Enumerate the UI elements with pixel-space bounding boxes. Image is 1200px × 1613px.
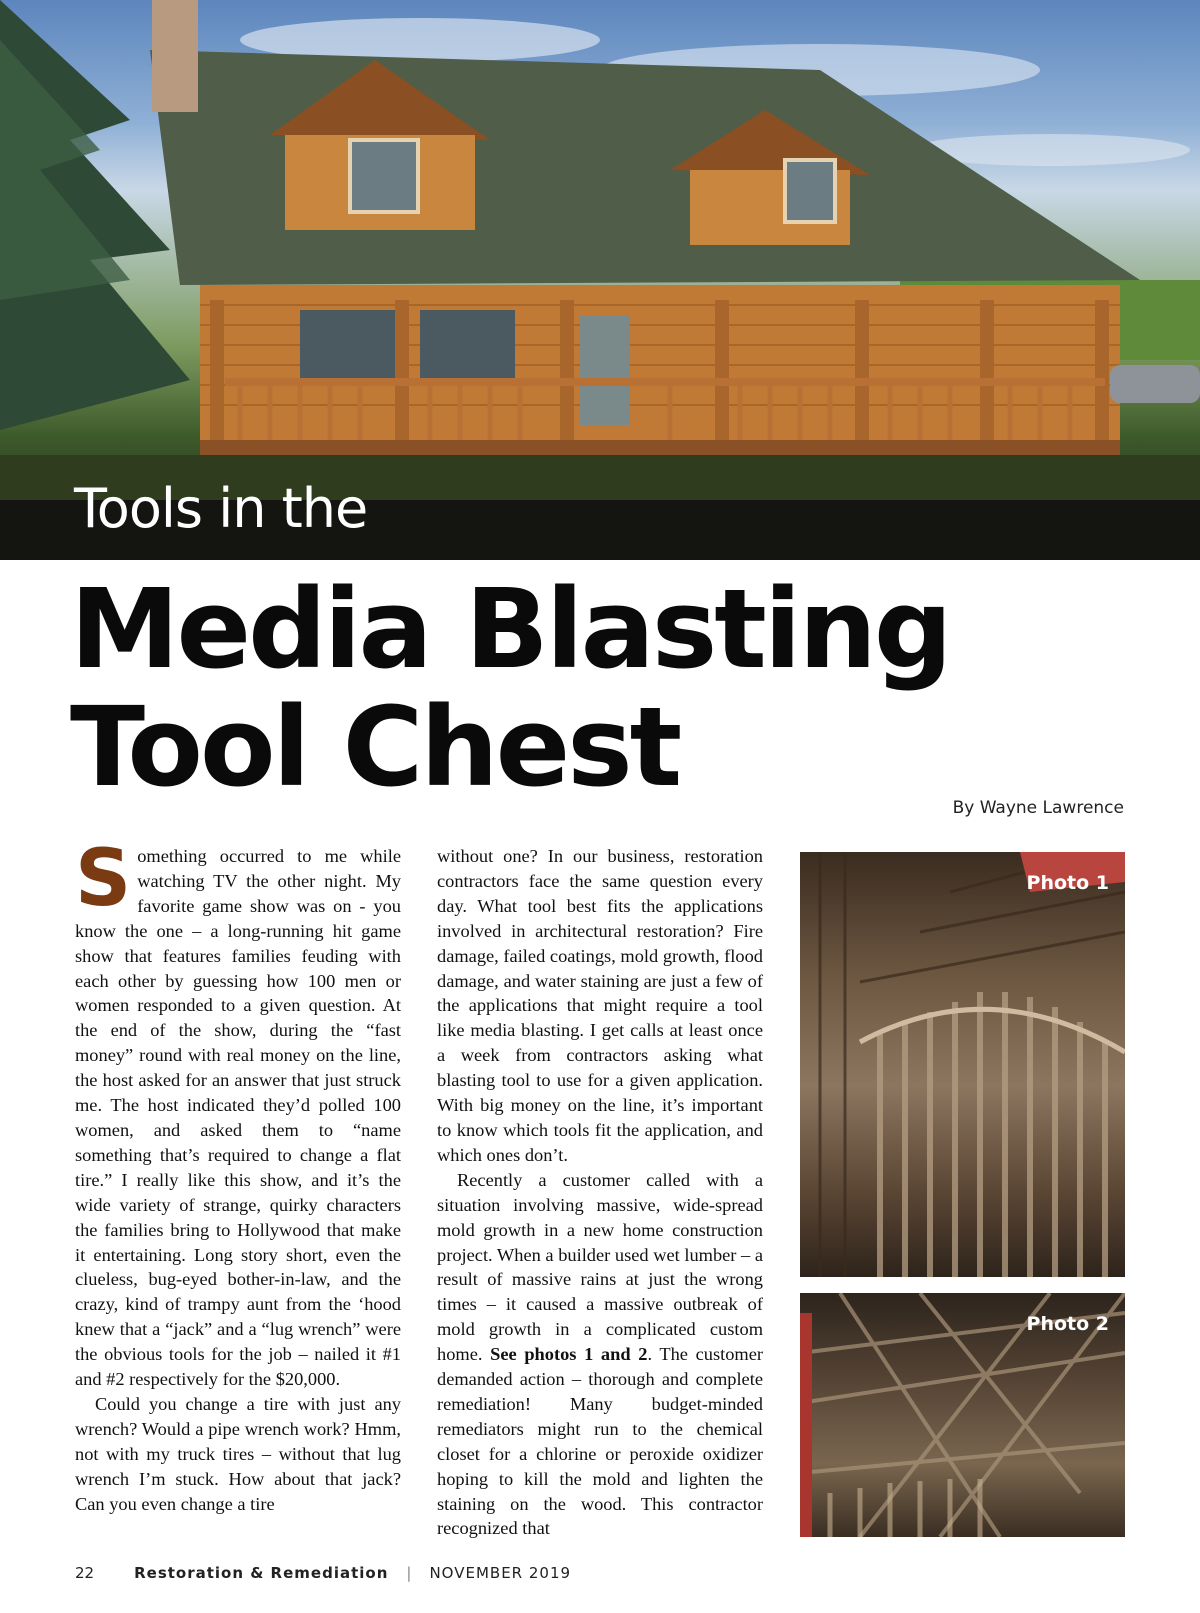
article-column-1 [75,834,401,1516]
publication-name: Restoration & Remediation [134,1564,389,1582]
photo-2-label: Photo 2 [1026,1313,1109,1335]
wall-framing-illustration [800,852,1125,1277]
photo-reference: See photos 1 and 2 [490,1344,648,1365]
photo-2 [800,1293,1125,1537]
title-line-2: Tool Chest [70,683,680,811]
title-line-1: Media Blasting [70,565,950,693]
paragraph: without one? In our business, restoration contractors face the same question every day. What tool best fits the applications involved in architectural restoration? Fire damage, failed coatings, mold growth, flood damage, and water staining are just a few of the applications that might require a tool like media blasting. I get calls at least once a week from contractors asking what blasting tool to use for a given application. With big money on the line, it’s important to know which tools fit the application, and which ones don’t. [437,846,763,1165]
page-number: 22 [75,1564,95,1582]
log-cabin-illustration [0,0,1200,560]
headline-kicker: Tools in the [74,477,368,540]
paragraph [437,1168,763,1542]
article-column-2 [437,844,763,1541]
paragraph-text: . The customer demanded action – thorough and complete remediation! Many budget-minded remediators might run to the chemical closet for a chlorine or peroxide oxidizer hoping to kill the mold and lighten the staining on the wood. This contractor recognized that [437,1344,763,1539]
paragraph-text: omething occurred to me while watching TV the other night. My favorite game show was on - you know the one – a long-running hit game show that features families feuding with each other by guessing how 100 men or women responded to a given question. At the end of the show, during the “fast money” round with real money on the line, the host asked for an answer that just struck me. The host indicated they’d polled 100 women, and asked them to “name something that’s required to change a flat tire.” I really like this show, and it’s the wide variety of strange, quirky characters the families bring to Hollywood that make it entertaining. Long story short, even the clueless, bug-eyed bother-in-law, and the crazy, kind of trampy aunt from the ‘hood knew that a “jack” and a “lug wrench” were the obvious tools for the job – nailed it #1 and #2 respectively for the $20,000. [75,846,401,1390]
page-title [70,565,950,811]
page-footer [75,1564,571,1582]
paragraph-text: Recently a customer called with a situation involving massive, wide-spread mold growth in a new home construction project. When a builder used wet lumber – a result of massive rains at just the wrong times – it caused a massive outbreak of mold growth in a complicated custom home. [437,1169,763,1365]
paragraph: Could you change a tire with just any wrench? Would a pipe wrench work? Hmm, not with my truck tires – without that lug wrench I’m stuck. How about that jack? Can you even change a tire [75,1393,401,1514]
issue-date: NOVEMBER 2019 [429,1564,572,1582]
photo-1-label: Photo 1 [1026,872,1109,894]
footer-separator: | [406,1564,412,1582]
drop-cap: S [75,834,132,924]
byline: By Wayne Lawrence [952,798,1124,818]
paragraph [75,834,401,1392]
photo-1 [800,852,1125,1277]
hero-image [0,0,1200,560]
